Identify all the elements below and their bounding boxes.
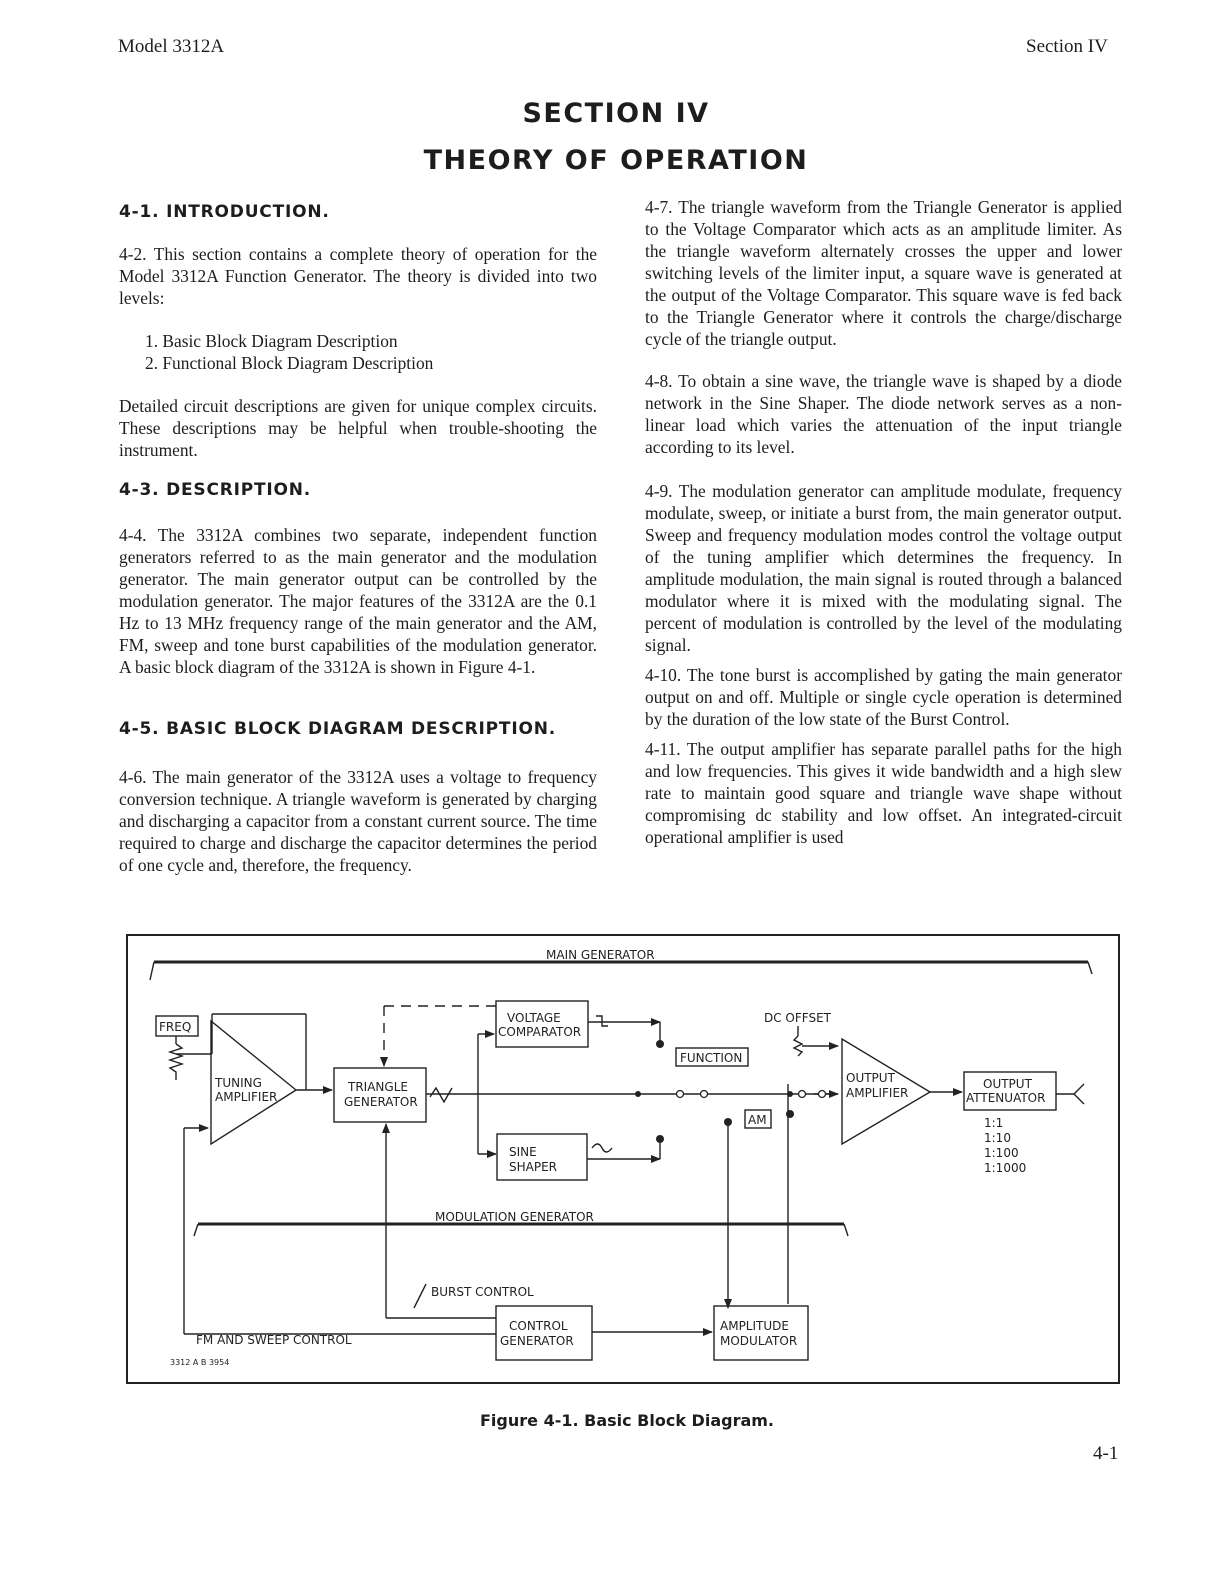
section-title: SECTION IV (522, 98, 710, 129)
header-model: Model 3312A (118, 36, 225, 57)
list-item: 2. Functional Block Diagram Description (145, 353, 434, 373)
amplitude-modulator-label-2: MODULATOR (720, 1334, 798, 1348)
triangle-generator-label-2: GENERATOR (344, 1095, 418, 1109)
control-generator-label-2: GENERATOR (500, 1334, 574, 1348)
heading-introduction: 4-1. INTRODUCTION. (119, 202, 330, 222)
output-amplifier-label: OUTPUT (846, 1071, 895, 1085)
left-column (119, 201, 597, 876)
drawing-reference: 3312 A B 3954 (170, 1358, 230, 1367)
right-column (645, 196, 1122, 848)
level-list (119, 330, 597, 374)
tuning-amplifier-label-2: AMPLIFIER (215, 1090, 278, 1104)
voltage-comparator-label: VOLTAGE (507, 1011, 561, 1025)
main-generator-label: MAIN GENERATOR (546, 948, 655, 962)
fm-sweep-control-label: FM AND SWEEP CONTROL (196, 1333, 352, 1347)
paragraph-4-2: 4-2. This section contains a complete theory of operation for the Model 3312A Function Generator. The theory is divided into two levels: (119, 244, 597, 308)
output-attenuator-label: OUTPUT (983, 1077, 1032, 1091)
control-generator-label: CONTROL (509, 1319, 568, 1333)
list-item: 1. Basic Block Diagram Description (145, 331, 398, 351)
paragraph-4-8: 4-8. To obtain a sine wave, the triangle wave is shaped by a diode network in the Sine Shaper. The diode network serves as a non-linear load which varies the attenuation of the input triangle according to its level. (645, 371, 1122, 457)
paragraph-4-10: 4-10. The tone burst is accomplished by gating the main generator output on and off. Multiple or single cycle operation is determined by the duration of the low state of the Burst Control. (645, 665, 1122, 729)
paragraph-4-11: 4-11. The output amplifier has separate parallel paths for the high and low frequencies. This gives it wide bandwidth and a high slew rate to maintain good square and triangle wave shape without compromising dc stability and low offset. An integrated-circuit operational amplifier is used (645, 739, 1122, 847)
section-subtitle: THEORY OF OPERATION (423, 145, 809, 176)
heading-description: 4-3. DESCRIPTION. (119, 480, 312, 500)
function-switch-label: FUNCTION (680, 1051, 743, 1065)
paragraph-4-6: 4-6. The main generator of the 3312A uses a voltage to frequency conversion technique. A triangle waveform is generated by charging and discharging a capacitor from a constant current source. The time required to charge and discharge the capacitor determines the period of one cycle and, therefore, the frequency. (119, 767, 597, 875)
page-number: 4-1 (1093, 1443, 1119, 1464)
output-amplifier-label-2: AMPLIFIER (846, 1086, 909, 1100)
paragraph-4-4: 4-4. The 3312A combines two separate, independent function generators referred to as the main generator and the modulation generator. The main generator output can be controlled by the modulation generator. The major features of the 3312A are the 0.1 Hz to 13 MHz frequency range of the main generator and the AM, FM, sweep and tone burst capabilities of the modulation generator. A basic block diagram of the 3312A is shown in Figure 4-1. (119, 525, 597, 677)
header-section: Section IV (1026, 36, 1108, 57)
heading-block-diagram: 4-5. BASIC BLOCK DIAGRAM DESCRIPTION. (119, 719, 556, 739)
attenuation-ratio: 1:100 (984, 1146, 1019, 1160)
sine-shaper-label-2: SHAPER (509, 1160, 558, 1174)
paragraph-detail: Detailed circuit descriptions are given for unique complex circuits. These descriptions may be helpful when trouble-shooting the instrument. (119, 396, 597, 460)
burst-control-label: BURST CONTROL (431, 1285, 534, 1299)
dc-offset-label: DC OFFSET (764, 1011, 832, 1025)
voltage-comparator-label-2: COMPARATOR (498, 1025, 582, 1039)
freq-label: FREQ (159, 1020, 192, 1034)
am-switch-label: AM (748, 1113, 767, 1127)
output-attenuator-label-2: ATTENUATOR (966, 1091, 1046, 1105)
paragraph-4-9: 4-9. The modulation generator can amplitude modulate, frequency modulate, sweep, or initiate a burst from, the main generator output. Sweep and frequency modulation modes control the voltage output of the tuning amplifier which determines the frequency. In amplitude modulation, the main signal is routed through a balanced modulator where it is mixed with the modulating signal. The percent of modulation is controlled by the level of the modulating signal. (645, 481, 1122, 655)
tuning-amplifier-label: TUNING (215, 1076, 262, 1090)
block-diagram (126, 934, 1120, 1384)
amplitude-modulator-label: AMPLITUDE (720, 1319, 789, 1333)
triangle-generator-label: TRIANGLE (348, 1080, 408, 1094)
sine-shaper-label: SINE (509, 1145, 537, 1159)
attenuation-ratio: 1:10 (984, 1131, 1011, 1145)
attenuation-ratio: 1:1000 (984, 1161, 1027, 1175)
paragraph-4-7: 4-7. The triangle waveform from the Triangle Generator is applied to the Voltage Comparator which acts as an amplitude limiter. As the triangle waveform alternately crosses the upper and lower switching levels of the limiter input, a square wave is generated at the output of the Voltage Comparator. This square wave is fed back to the Triangle Generator where it controls the charge/discharge cycle of the triangle output. (645, 197, 1122, 349)
modulation-generator-label: MODULATION GENERATOR (435, 1210, 594, 1224)
figure-caption: Figure 4-1. Basic Block Diagram. (480, 1411, 774, 1430)
attenuation-ratio: 1:1 (984, 1116, 1004, 1130)
